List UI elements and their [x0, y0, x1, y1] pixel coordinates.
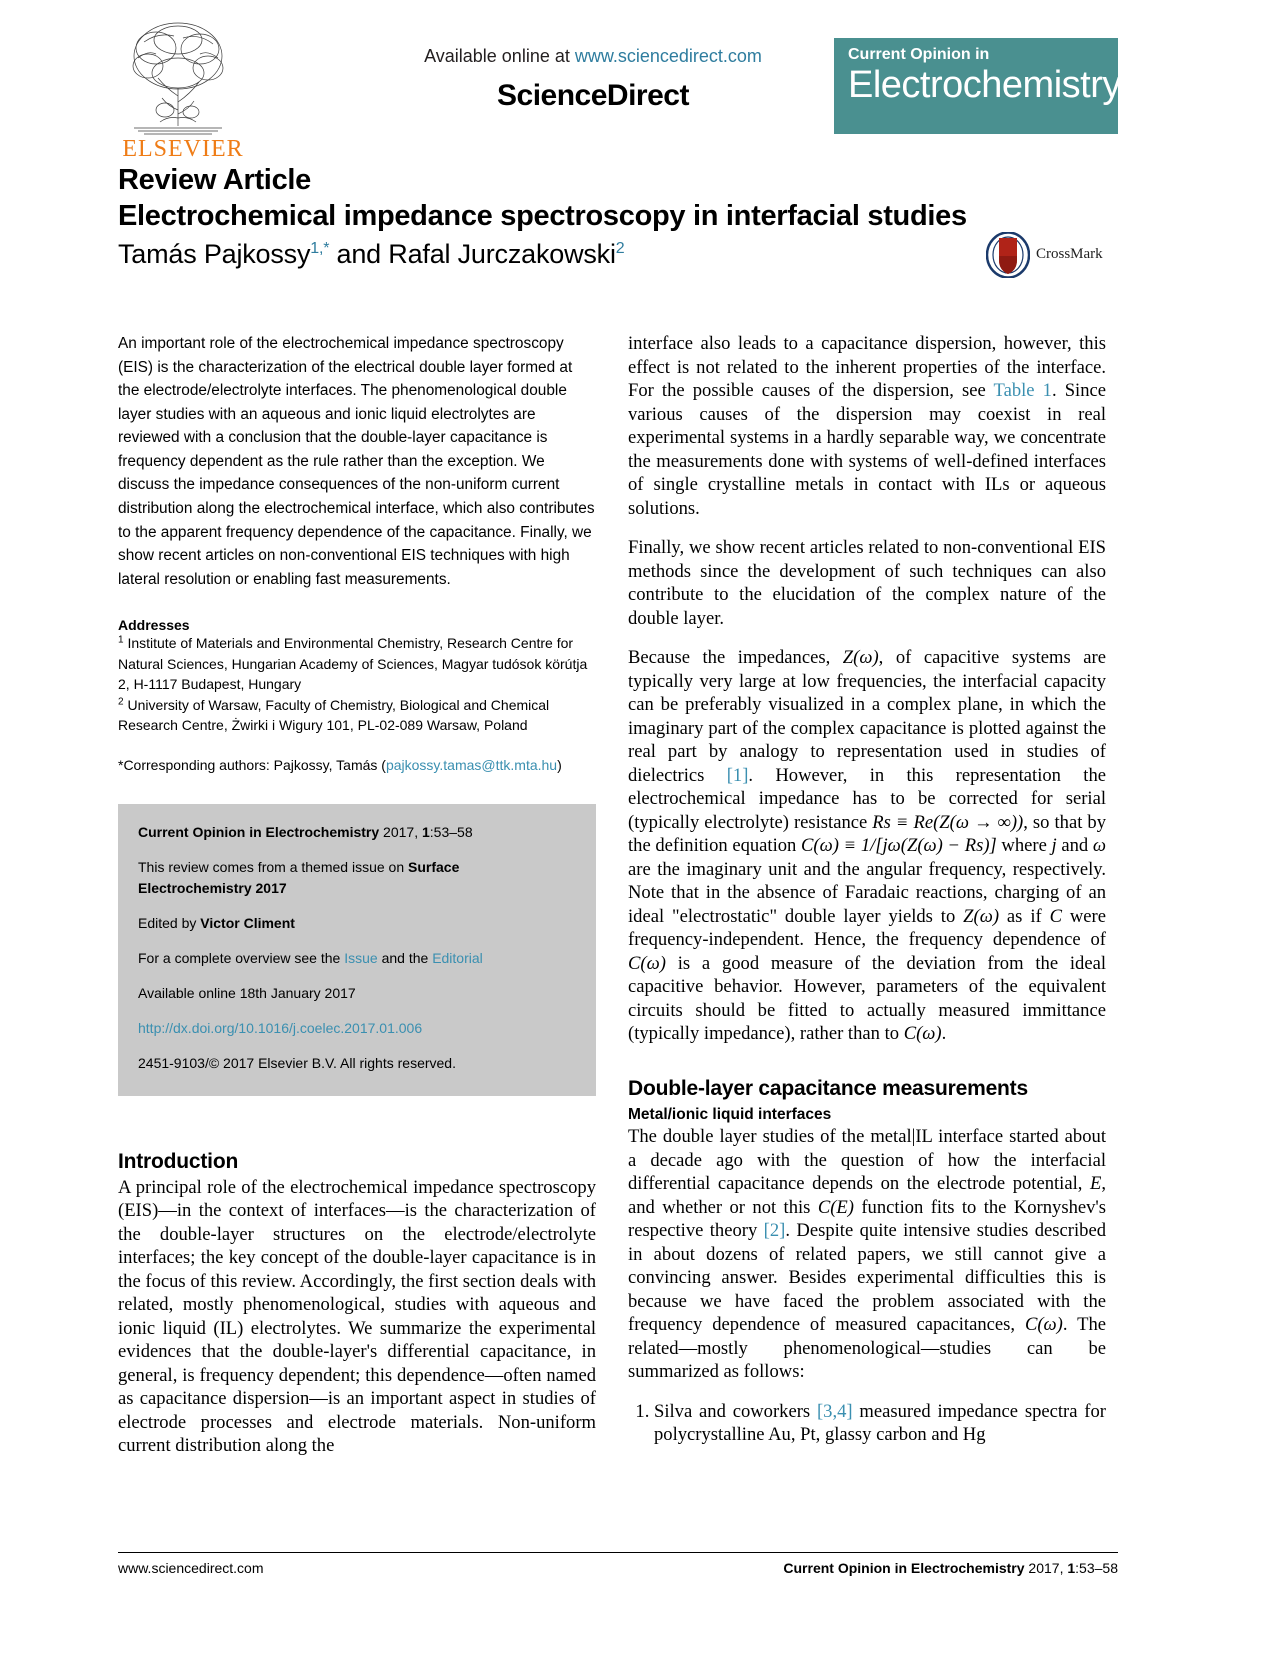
article-type-kicker: Review Article [118, 164, 311, 196]
sciencedirect-block [358, 46, 828, 113]
right-p3-h: as if [999, 905, 1050, 927]
edited-by-prefix: Edited by [138, 914, 201, 931]
right-p4-a: The double layer studies of the metal|IL interface started about a decade ago with the question of how the interfacial differential capacitance depends on the electrode potential, [628, 1126, 1106, 1195]
right-p3-c: . However, in this representation the electrochemical impedance has to be corrected for serial (typically electrolyte) resistance [628, 764, 1106, 833]
right-p3-e: where [996, 835, 1052, 857]
edited-by-line [138, 913, 576, 934]
right-p3-d: , so that by the definition equation [628, 811, 1106, 857]
right-p3-b: , of capacitive systems are typically very large at low frequencies, the interfacial capacity can be preferably visualized in a complex plane, in which the imaginary part of the complex capacitance is plotted against the real part by analogy to representation used in studies of dielectrics [628, 647, 1106, 786]
math-c-omega-2: C(ω) [628, 952, 666, 974]
right-paragraph-3 [628, 646, 1106, 1046]
citation-volume: 1 [421, 823, 430, 840]
table-1-link[interactable]: Table 1 [993, 380, 1052, 402]
right-p3-k: . [941, 1023, 947, 1045]
citation-pages: :53–58 [429, 823, 473, 840]
math-z-omega-2: Z(ω) [963, 905, 1000, 927]
journal-info-box [118, 804, 596, 1096]
available-online-line [358, 46, 828, 67]
introduction-body [118, 1176, 596, 1458]
math-c-of-e: C(E) [817, 1196, 854, 1218]
math-e-potential: E [1089, 1173, 1102, 1195]
right-paragraph-4 [628, 1125, 1106, 1384]
introduction-paragraph-1: A principal role of the electrochemical impedance spectroscopy (EIS)—in the context of interfaces—is the characterization of the double-layer structures on the electrode/electrolyte interfaces; the key concept of the double-layer capacitance is in the focus of this review. Accordingly, the first section deals with related, mostly phenomenological, studies with aqueous and ionic liquid (IL) electrolytes. We summarize the experimental evidences that the double-layer's differential capacitance, in general, is frequency dependent; this dependence—often named as capacitance dispersion—is an important aspect in studies of electrode processes and electrode materials. Non-uniform current distribution along the [118, 1176, 596, 1457]
available-online-date: Available online 18th January 2017 [138, 984, 356, 1001]
page-footer [118, 1560, 1118, 1576]
crossmark-badge[interactable] [986, 232, 1118, 280]
math-c-omega-4: C(ω) [1024, 1314, 1063, 1336]
elsevier-tree-icon [118, 18, 238, 136]
right-p3-g: are the imaginary unit and the angular frequency, respectively. Note that in the absence of Faradaic reactions, charging of an ideal "electrostatic" double layer yields to [628, 858, 1106, 927]
left-column [118, 332, 596, 1458]
subsection-heading-metal-ionic-liquid: Metal/ionic liquid interfaces [628, 1105, 832, 1123]
section-heading-introduction: Introduction [118, 1149, 239, 1173]
author-1-affiliation-marker: 1,* [310, 239, 330, 257]
affiliation-1-marker: 1 [118, 634, 124, 646]
reference-2-link[interactable]: [2] [763, 1220, 786, 1242]
journal-banner-title: Electrochemistry [848, 63, 1121, 106]
footer-pages: :53–58 [1075, 1560, 1118, 1576]
summary-list [628, 1400, 1106, 1447]
crossmark-icon [986, 232, 1030, 278]
corresponding-author-email-link[interactable]: pajkossy.tamas@ttk.mta.hu [385, 757, 558, 774]
corresponding-author-suffix: ) [557, 757, 562, 774]
corresponding-author-prefix: *Corresponding authors: Pajkossy, Tamás ( [118, 757, 386, 774]
affiliation-1 [118, 633, 596, 694]
right-p4-d: . Despite quite intensive studies described in about dozens of related papers, we still cannot give a convincing answer. Besides experimental difficulties this is because we have faced the problem associated with the frequency dependence of measured capacitances, [628, 1220, 1106, 1336]
title-block [118, 163, 1008, 270]
right-column [628, 332, 1106, 1451]
page-title: Electrochemical impedance spectroscopy in interfacial studies [118, 199, 967, 232]
math-c: C [1049, 905, 1062, 927]
math-z-omega-1: Z(ω) [842, 647, 879, 669]
crossmark-label: CrossMark [1036, 246, 1103, 262]
footer-journal-name: Current Opinion in Electrochemistry [783, 1560, 1025, 1576]
right-paragraph-1 [628, 332, 1106, 520]
citation-line [138, 822, 576, 843]
list-item-1-a: Silva and coworkers [654, 1400, 817, 1422]
right-p4-c: function fits to the Kornyshev's respective theory [628, 1196, 1107, 1242]
reference-1-link[interactable]: [1] [726, 764, 749, 786]
author-2-affiliation-marker: 2 [615, 239, 625, 257]
right-p4-e: . The related—mostly phenomenological—studies can be summarized as follows: [628, 1314, 1106, 1383]
affiliation-2-marker: 2 [118, 695, 124, 707]
themed-issue-prefix: This review comes from a themed issue on [138, 858, 408, 875]
author-1: Tamás Pajkossy [118, 238, 311, 269]
journal-banner-prefix: Current Opinion in [848, 46, 990, 63]
affiliation-2 [118, 695, 596, 736]
math-c-omega-3: C(ω) [903, 1023, 942, 1045]
issue-link[interactable]: Issue [344, 949, 378, 966]
footer-divider [118, 1552, 1118, 1553]
corresponding-author-line [118, 755, 596, 775]
footer-volume: 1 [1067, 1560, 1076, 1576]
reference-3-4-link[interactable]: [3,4] [816, 1400, 853, 1422]
math-omega: ω [1092, 835, 1106, 857]
right-p1-part-b: . Since various causes of the dispersion may coexist in real experimental systems in a hardly separable way, we concentrate the measurements done with systems of well-defined interfaces of single crystalline metals in contact with ILs or aqueous solutions. [628, 380, 1107, 519]
section-heading-double-layer-capacitance: Double-layer capacitance measurements [628, 1076, 1028, 1100]
author-line [118, 239, 1008, 270]
citation-year: 2017, [379, 823, 422, 840]
themed-issue-line [138, 857, 576, 899]
list-item-1-b: measured impedance spectra for polycrystalline Au, Pt, glassy carbon and Hg [654, 1400, 1106, 1446]
right-p3-a: Because the impedances, [628, 647, 843, 669]
math-c-omega-definition: C(ω) ≡ 1/[jω(Z(ω) − Rs)] [801, 835, 997, 857]
editorial-link[interactable]: Editorial [432, 949, 483, 966]
copyright-line: 2451-9103/© 2017 Elsevier B.V. All rights reserved. [138, 1054, 456, 1071]
footer-year: 2017, [1024, 1560, 1068, 1576]
list-item [654, 1400, 1106, 1447]
overview-line [138, 948, 576, 969]
overview-mid: and the [377, 949, 433, 966]
themed-issue-name: Surface Electrochemistry 2017 [138, 858, 460, 896]
addresses-heading: Addresses [118, 617, 190, 634]
right-p4-b: , and whether or not this [628, 1173, 1106, 1218]
footer-citation [783, 1560, 1118, 1576]
author-conjunction: and Rafal Jurczakowski [329, 238, 616, 269]
editor-name: Victor Climent [200, 914, 295, 931]
right-column-body [628, 332, 1106, 1447]
elsevier-logo [118, 18, 248, 163]
available-online-text: Available online at [424, 46, 575, 66]
doi-link[interactable] [138, 1018, 576, 1039]
footer-website[interactable]: www.sciencedirect.com [118, 1560, 264, 1576]
right-p3-j: is a good measure of the deviation from the ideal capacitive behavior. However, parameters of the equivalent circuits should be fitted to actually measured immittance (typically impedance), rather than to [628, 952, 1106, 1045]
right-p3-f: and [1056, 835, 1093, 857]
right-p1-part-a: interface also leads to a capacitance dispersion, however, this effect is not related to the inherent properties of the interface. For the possible causes of the dispersion, see [628, 333, 1106, 402]
math-rs-definition: Rs ≡ Re(Z(ω → ∞)) [872, 811, 1024, 833]
doi-url[interactable]: http://dx.doi.org/10.1016/j.coelec.2017.01.006 [138, 1019, 423, 1036]
overview-prefix: For a complete overview see the [138, 949, 345, 966]
right-paragraph-2: Finally, we show recent articles related to non-conventional EIS methods since the development of such techniques can also contribute to the elucidation of the complex nature of the double layer. [628, 537, 1106, 629]
math-j: j [1051, 835, 1057, 857]
citation-journal: Current Opinion in Electrochemistry [138, 823, 380, 840]
abstract-text: An important role of the electrochemical impedance spectroscopy (EIS) is the characterization of the electrical double layer formed at the electrode/electrolyte interfaces. The phenomenological double layer studies with an aqueous and ionic liquid electrolytes are reviewed with a conclusion that the double-layer capacitance is frequency dependent as the rule rather than the exception. We discuss the impedance consequences of the non-uniform current distribution along the electrochemical interface, which also contributes to the apparent frequency dependence of the capacitance. Finally, we show recent articles on non-conventional EIS techniques with high lateral resolution or enabling fast measurements. [118, 335, 595, 588]
sciencedirect-url-link[interactable]: www.sciencedirect.com [574, 46, 762, 66]
affiliation-1-text: Institute of Materials and Environmental Chemistry, Research Centre for Natural Sciences, Hungarian Academy of Sciences, Magyar tudósok körútja 2, H-1117 Budapest, Hungary [118, 635, 588, 693]
masthead [118, 18, 1121, 163]
right-p3-i: were frequency-independent. Hence, the frequency dependence of [628, 905, 1107, 951]
elsevier-wordmark: ELSEVIER [122, 136, 244, 162]
journal-banner [834, 38, 1121, 134]
affiliation-2-text: University of Warsaw, Faculty of Chemistry, Biological and Chemical Research Centre, Żwirki i Wigury 101, PL-02-089 Warsaw, Poland [118, 696, 550, 733]
sciencedirect-wordmark: ScienceDirect [497, 79, 689, 112]
